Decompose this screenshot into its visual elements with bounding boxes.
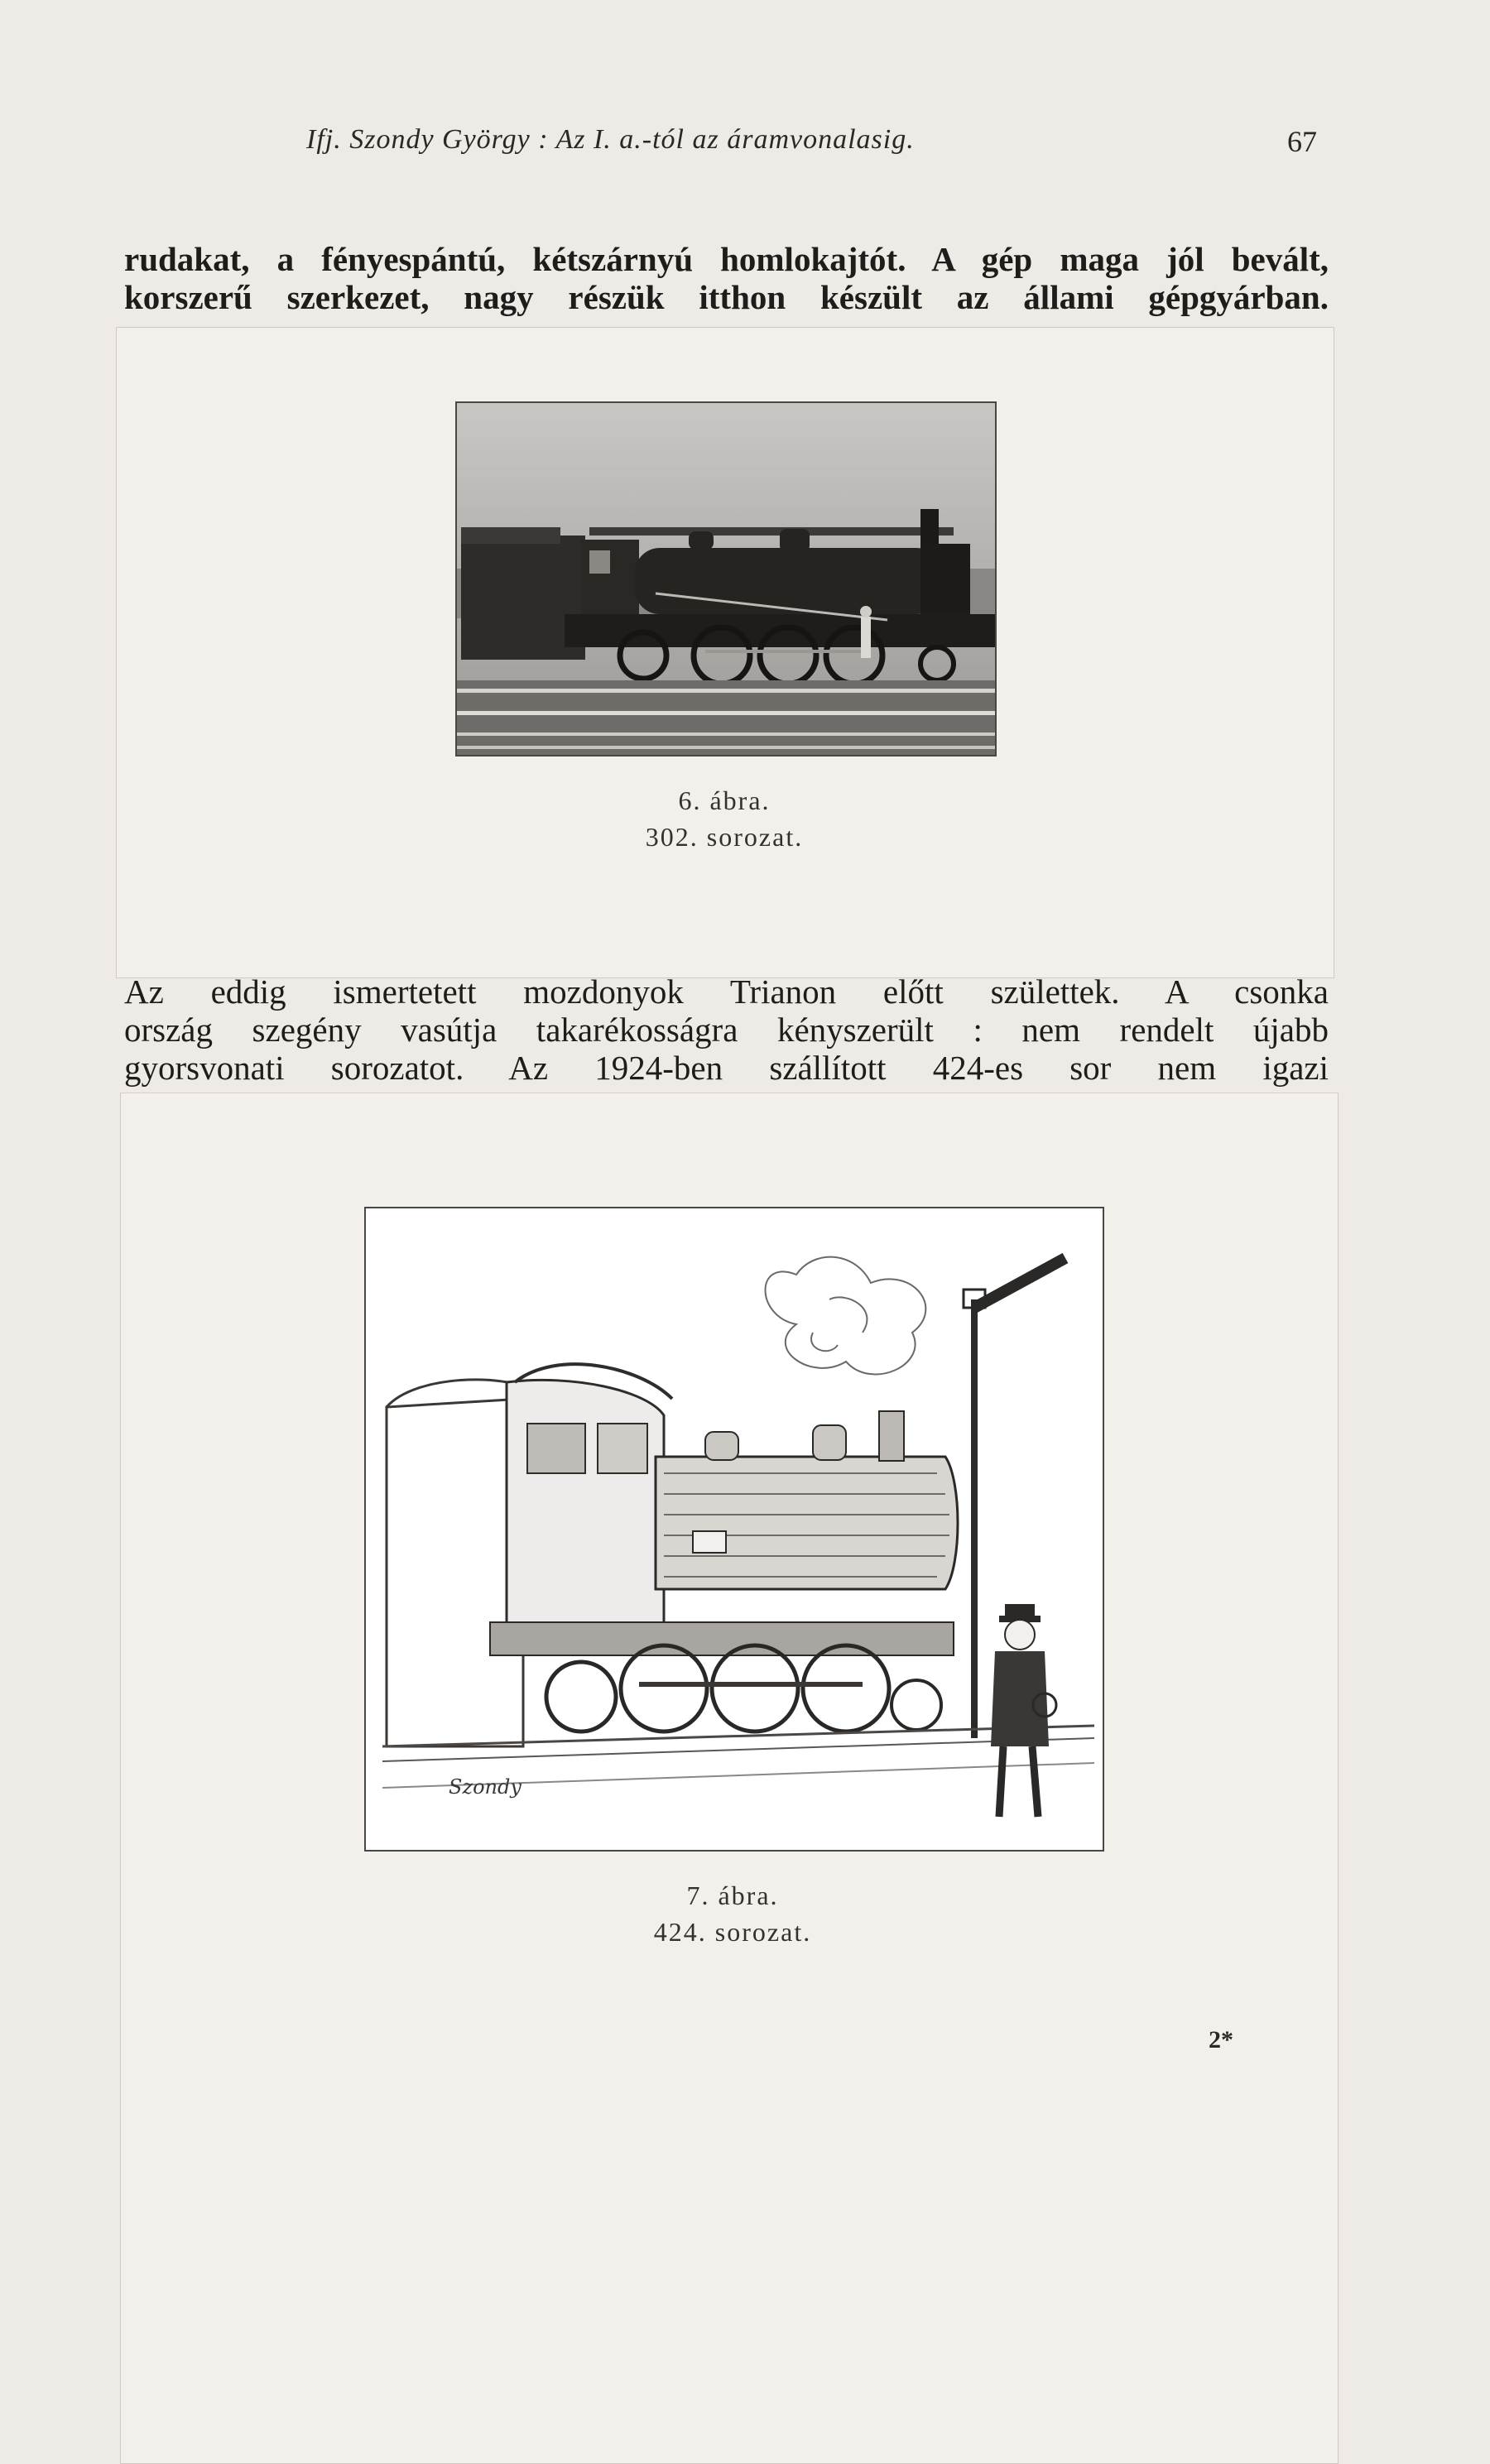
page-number: 67 [1287,125,1317,158]
paragraph-line: rudakat, a fényespántú, kétszárnyú homlokajtót. A gép maga jól bevált, [124,240,1329,278]
figure-7-caption [364,1877,1101,1950]
paragraph-line: korszerű szerkezet, nagy részük itthon készült az állami gépgyárban. [124,278,1329,316]
paragraph-line: Az eddig ismertetett mozdonyok Trianon előtt születtek. A csonka [124,973,1329,1011]
caption-number: 6. ábra. [678,785,771,815]
paragraph-bottom [124,973,1329,1087]
running-head: Ifj. Szondy György : Az I. a.-tól az áramvonalasig. [306,124,915,155]
locomotive-drawing [364,1207,1104,1852]
paragraph-line: gyorsvonati sorozatot. Az 1924-ben szállított 424-es sor nem igazi [124,1049,1329,1087]
paragraph-line: ország szegény vasútja takarékosságra kényszerült : nem rendelt újabb [124,1011,1329,1049]
locomotive-302-photo [457,403,995,755]
locomotive-photo [455,401,997,756]
caption-title: 424. sorozat. [653,1917,812,1947]
caption-number: 7. ábra. [686,1880,779,1910]
printer-signature-mark: 2* [1209,2026,1233,2053]
artist-signature: Szondy [449,1775,522,1799]
locomotive-424-drawing [366,1208,1103,1850]
figure-6-caption [455,782,993,855]
caption-title: 302. sorozat. [645,822,804,852]
paragraph-top [124,240,1329,316]
